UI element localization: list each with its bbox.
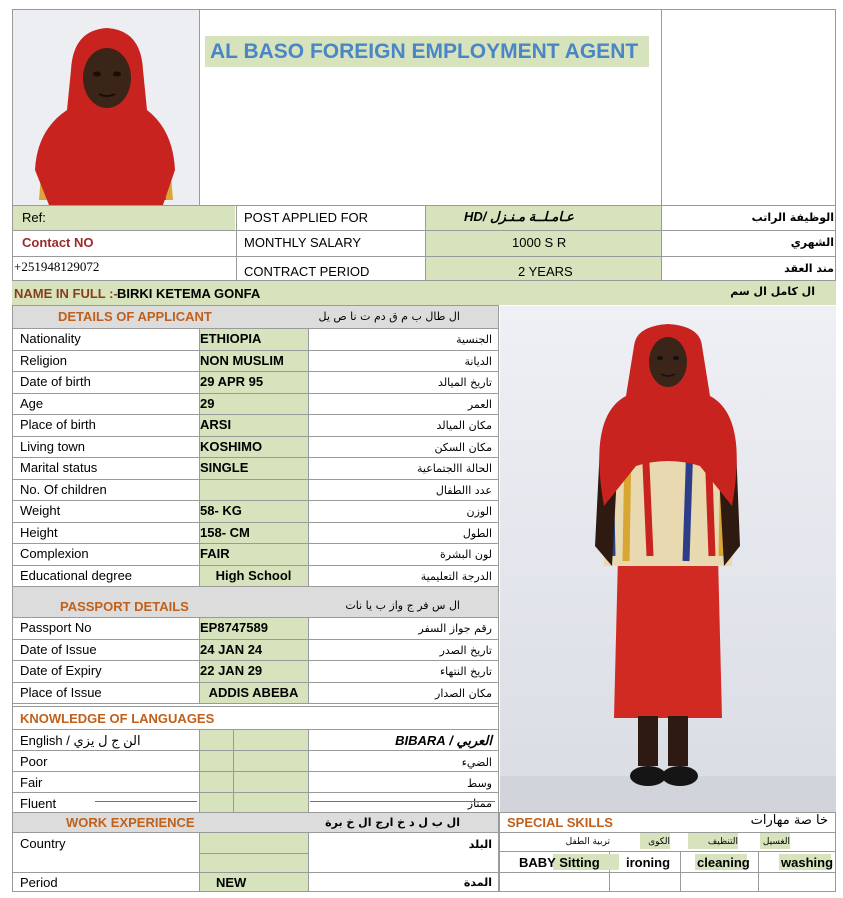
country-label: Country xyxy=(20,836,66,851)
passport-value-2: 22 JAN 29 xyxy=(200,663,263,678)
work-title: WORK EXPERIENCE xyxy=(66,815,195,830)
lang-fair-ar: وسط xyxy=(467,777,492,790)
applicant-ar-3: العمر xyxy=(467,397,492,411)
applicant-value-11: High School xyxy=(215,567,292,583)
salary-label: MONTHLY SALARY xyxy=(244,235,362,250)
lang-fair-label: Fair xyxy=(20,775,43,790)
applicant-ar-1: الديانة xyxy=(464,354,492,368)
name-ar: ال كامل ال سم xyxy=(730,285,815,298)
applicant-value-1: NON MUSLIM xyxy=(200,352,284,368)
applicant-value-3: 29 xyxy=(200,395,215,411)
work-title-ar: ال ب ل د خ ارج ال خ برة xyxy=(325,816,460,829)
post-value: HD/ عـامـلــة مـنـزل xyxy=(464,209,574,224)
applicant-ar-9: الطول xyxy=(462,526,492,540)
period-value: NEW xyxy=(216,875,247,890)
skill-washing: washing xyxy=(781,855,834,870)
applicant-full-body-photo xyxy=(500,306,836,812)
languages-title: KNOWLEDGE OF LANGUAGES xyxy=(20,711,215,726)
passport-ar-1: تاريخ الصدر xyxy=(439,643,492,657)
passport-ar-3: مكان الصدار xyxy=(435,686,492,700)
passport-ar-0: رقم جواز السفر xyxy=(418,622,492,635)
applicant-ar-8: الوزن xyxy=(466,505,492,518)
contract-ar: مند العقد xyxy=(784,262,834,275)
applicant-value-4: ARSI xyxy=(200,417,232,432)
applicant-ar-10: لون البشرة xyxy=(440,548,492,561)
lang-poor-ar: الضيء xyxy=(461,756,492,769)
applicant-label-2: Date of birth xyxy=(20,374,91,389)
applicant-ar-6: الحالة االجتماعية xyxy=(417,462,492,475)
passport-label-2: Date of Expiry xyxy=(20,663,102,678)
applicant-value-2: 29 APR 95 xyxy=(200,374,264,389)
skill-cleaning: cleaning xyxy=(697,855,750,870)
applicant-label-6: Marital status xyxy=(20,460,98,475)
lang-fluent-label: Fluent xyxy=(20,796,57,811)
passport-value-1: 24 JAN 24 xyxy=(200,641,263,657)
skill-babysitting: BABY Sitting xyxy=(519,855,600,870)
passport-label-3: Place of Issue xyxy=(20,684,102,700)
applicant-ar-0: الجنسية xyxy=(456,333,492,346)
applicant-label-9: Height xyxy=(20,524,58,540)
agency-title: AL BASO FOREIGN EMPLOYMENT AGENT xyxy=(210,40,639,63)
applicant-label-7: No. Of children xyxy=(20,481,107,497)
skill-ar-washing: الغسيل xyxy=(762,837,790,847)
name-label: NAME IN FULL :- xyxy=(14,286,118,301)
applicant-value-10: FAIR xyxy=(200,546,230,561)
applicant-label-1: Religion xyxy=(20,352,67,368)
skill-ar-ironing: الكوى xyxy=(648,837,670,847)
contract-label: CONTRACT PERIOD xyxy=(244,264,370,279)
passport-value-3: ADDIS ABEBA xyxy=(208,684,299,700)
applicant-value-9: 158- CM xyxy=(200,524,250,540)
skill-ar-cleaning: التنظيف xyxy=(707,837,738,847)
applicant-ar-5: مكان السكن xyxy=(434,440,492,454)
country-ar: البلد xyxy=(468,838,492,851)
english-label: English / الن ج ل يزي xyxy=(20,733,141,748)
applicant-label-8: Weight xyxy=(20,503,61,518)
period-ar: المدة xyxy=(463,876,492,889)
applicant-value-0: ETHIOPIA xyxy=(200,331,262,346)
salary-ar: الشهري xyxy=(790,236,834,249)
applicant-label-3: Age xyxy=(20,395,44,411)
contract-value: 2 YEARS xyxy=(518,264,573,279)
passport-ar-2: تاريخ النتهاء xyxy=(439,665,492,678)
applicant-ar-7: عدد االطفال xyxy=(435,483,492,497)
post-label: POST APPLIED FOR xyxy=(244,210,369,225)
applicant-value-6: SINGLE xyxy=(200,460,249,475)
applicant-value-8: 58- KG xyxy=(200,503,242,518)
applicant-passport-photo xyxy=(13,10,199,205)
applicant-title: DETAILS OF APPLICANT xyxy=(58,309,212,324)
applicant-ar-11: الدرجة التعليمية xyxy=(420,569,492,583)
skills-title-ar: خا صة مهارات xyxy=(750,813,828,828)
name-value: BIRKI KETEMA GONFA xyxy=(117,286,261,301)
applicant-ar-2: تاريخ الميالد xyxy=(438,376,492,389)
post-ar: الوظيفة الراتب xyxy=(751,211,834,224)
passport-label-1: Date of Issue xyxy=(20,641,97,657)
applicant-label-10: Complexion xyxy=(20,546,89,561)
applicant-title-ar: ال طال ب م ق دم ت نا ص يل xyxy=(318,310,460,323)
passport-title: PASSPORT DETAILS xyxy=(60,599,189,614)
applicant-ar-4: مكان الميالد xyxy=(436,419,492,432)
salary-value: 1000 S R xyxy=(512,235,567,250)
contact-value: +251948129072 xyxy=(14,259,100,274)
passport-value-0: EP8747589 xyxy=(200,620,268,635)
applicant-label-5: Living town xyxy=(20,438,86,454)
passport-title-ar: ال س فر ج واز ب يا نات xyxy=(345,599,460,612)
applicant-label-0: Nationality xyxy=(20,331,81,346)
applicant-value-5: KOSHIMO xyxy=(200,438,263,454)
skills-title: SPECIAL SKILLS xyxy=(507,815,613,830)
skill-ar-babysitting: تربية الطفل xyxy=(565,837,610,847)
applicant-label-11: Educational degree xyxy=(20,567,133,583)
ref-label: Ref: xyxy=(22,210,46,225)
passport-label-0: Passport No xyxy=(20,620,92,635)
applicant-label-4: Place of birth xyxy=(20,417,96,432)
contact-label: Contact NO xyxy=(22,235,94,250)
period-label: Period xyxy=(20,875,58,890)
arabic-label: العربي / BIBARA xyxy=(395,733,492,748)
lang-poor-label: Poor xyxy=(20,754,48,769)
lang-fluent-ar: ممتاز xyxy=(467,797,492,810)
skill-ironing: ironing xyxy=(626,855,671,870)
